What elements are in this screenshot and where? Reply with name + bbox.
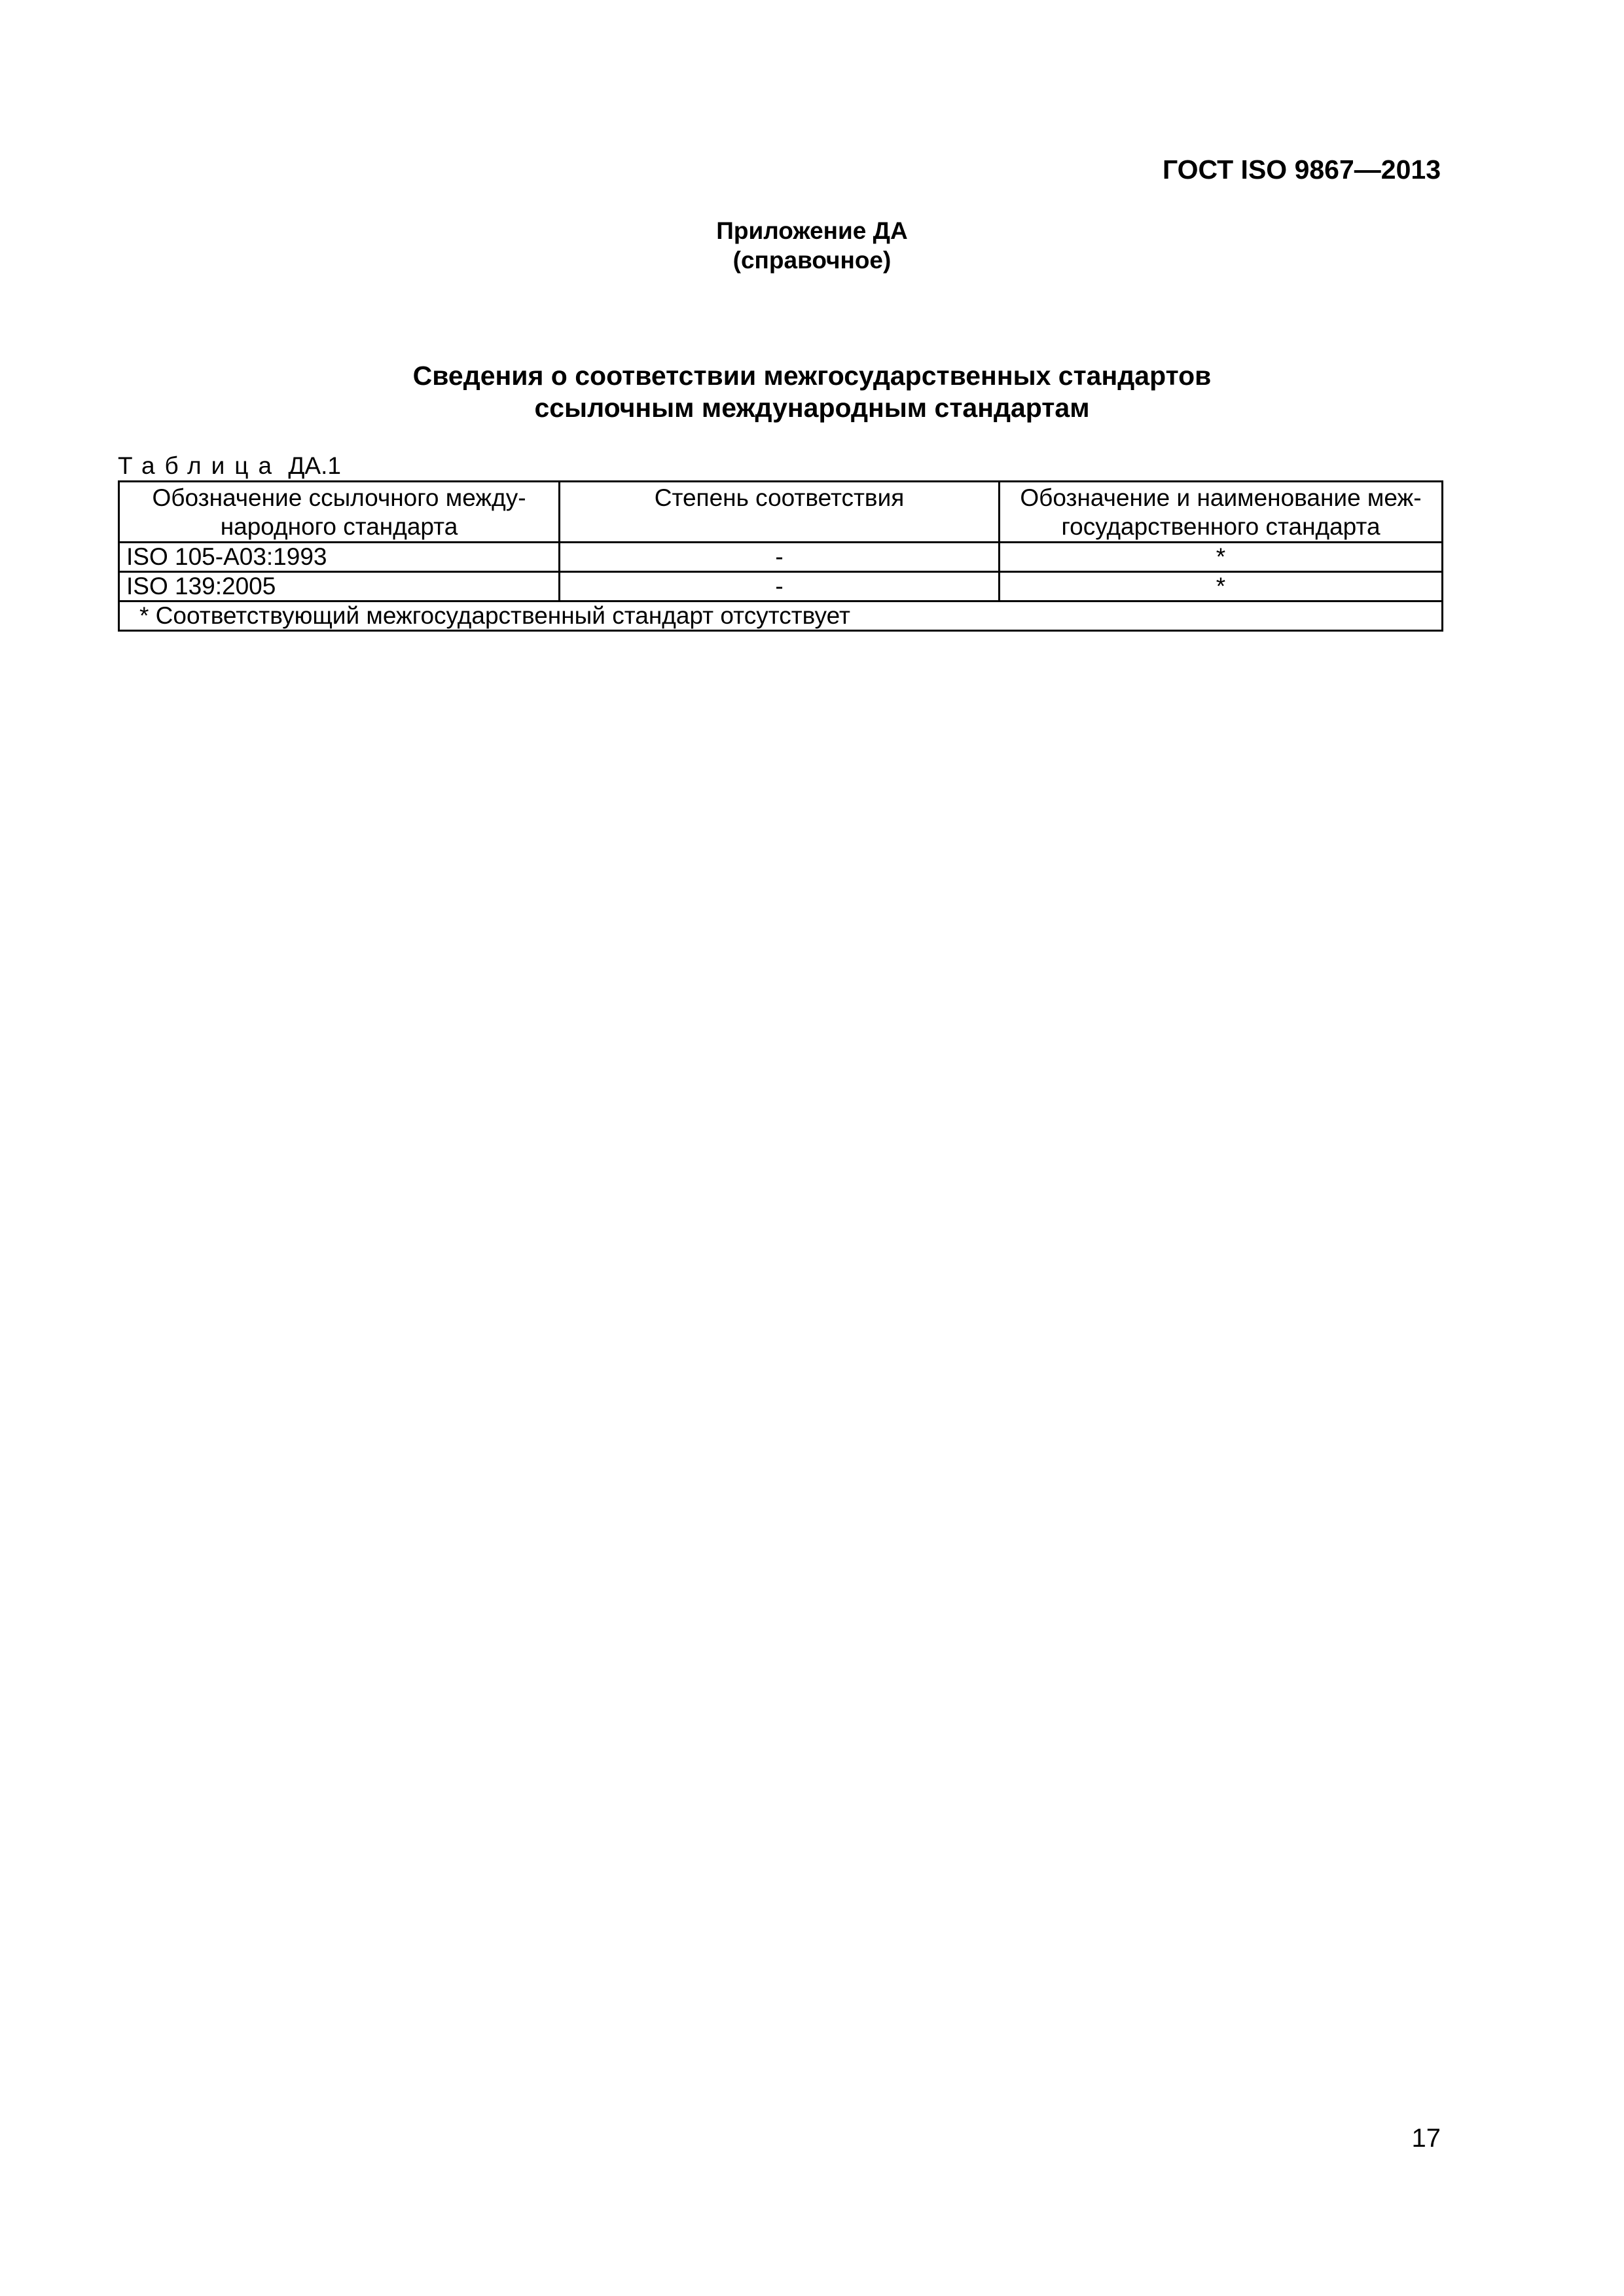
table-note-row <box>119 601 1443 631</box>
cell-interstate: * <box>1000 572 1443 601</box>
appendix-title: Приложение ДА <box>716 217 908 244</box>
cell-reference: ISO 105-A03:1993 <box>119 543 560 572</box>
table-note: * Соответствующий межгосударственный стандарт отсутствует <box>119 601 1443 631</box>
correspondence-table <box>118 480 1443 632</box>
table-row <box>119 543 1443 572</box>
cell-reference: ISO 139:2005 <box>119 572 560 601</box>
page-number: 17 <box>1411 2124 1441 2153</box>
table-row <box>119 572 1443 601</box>
section-title <box>0 360 1624 424</box>
cell-degree: - <box>560 543 1000 572</box>
column-header-reference: Обозначение ссылочного между- народного стандарта <box>119 482 560 543</box>
table-header-row <box>119 482 1443 543</box>
appendix-subtitle: (справочное) <box>732 247 892 274</box>
document-code: ГОСТ ISO 9867—2013 <box>1162 154 1441 185</box>
column-header-interstate: Обозначение и наименование меж- государственного стандарта <box>1000 482 1443 543</box>
table-caption-number: ДА.1 <box>288 452 341 479</box>
cell-degree: - <box>560 572 1000 601</box>
appendix-heading <box>0 216 1624 275</box>
table-caption-word: Таблица <box>118 452 282 479</box>
column-header-degree: Степень соответствия <box>560 482 1000 543</box>
cell-interstate: * <box>1000 543 1443 572</box>
section-title-line-1: Сведения о соответствии межгосударственных стандартов <box>412 361 1212 391</box>
section-title-line-2: ссылочным международным стандартам <box>534 393 1090 423</box>
table-caption <box>118 452 341 480</box>
